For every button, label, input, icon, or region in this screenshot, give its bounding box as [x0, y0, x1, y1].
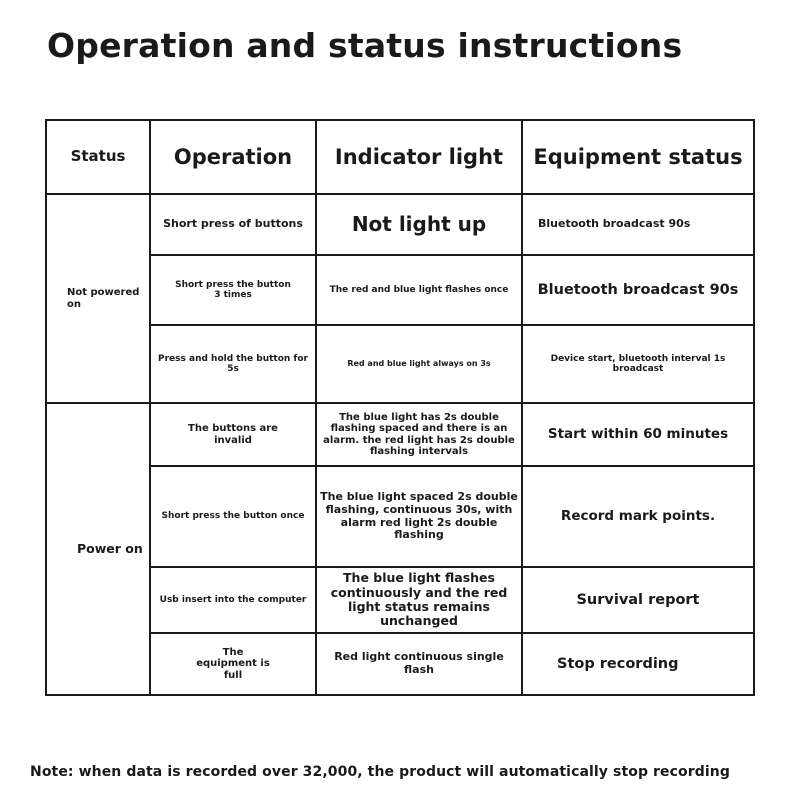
table-row [46, 633, 754, 695]
table-row [46, 567, 754, 633]
status-power-on: Power on [46, 403, 150, 695]
indicator-cell: Red light continuous single flash [316, 633, 522, 695]
table-row [46, 466, 754, 567]
header-equipment-status: Equipment status [522, 120, 754, 194]
table-header-row [46, 120, 754, 194]
table-row [46, 403, 754, 466]
page-title: Operation and status instructions [47, 26, 683, 65]
indicator-cell: The blue light spaced 2s double flashing, continuous 30s, with alarm red light 2s double flashing [316, 466, 522, 567]
operation-cell: The buttons are invalid [150, 403, 316, 466]
indicator-cell: The blue light flashes continuously and the red light status remains unchanged [316, 567, 522, 633]
operation-cell: The equipment is full [150, 633, 316, 695]
indicator-cell: The blue light has 2s double flashing spaced and there is an alarm. the red light has 2s double flashing intervals [316, 403, 522, 466]
table-row [46, 325, 754, 403]
operation-cell: Usb insert into the computer [150, 567, 316, 633]
equipment-cell: Bluetooth broadcast 90s [522, 255, 754, 325]
instructions-table [45, 119, 755, 696]
equipment-cell: Bluetooth broadcast 90s [522, 194, 754, 255]
table-row [46, 255, 754, 325]
indicator-cell: Red and blue light always on 3s [316, 325, 522, 403]
operation-cell: Short press of buttons [150, 194, 316, 255]
operation-cell: Short press the button once [150, 466, 316, 567]
equipment-cell: Stop recording [522, 633, 754, 695]
equipment-cell: Record mark points. [522, 466, 754, 567]
equipment-cell: Start within 60 minutes [522, 403, 754, 466]
operation-cell: Short press the button 3 times [150, 255, 316, 325]
equipment-cell: Survival report [522, 567, 754, 633]
header-status: Status [46, 120, 150, 194]
operation-cell: Press and hold the button for 5s [150, 325, 316, 403]
header-operation: Operation [150, 120, 316, 194]
table-row [46, 194, 754, 255]
indicator-cell: Not light up [316, 194, 522, 255]
footer-note: Note: when data is recorded over 32,000, the product will automatically stop recording [30, 764, 730, 780]
header-indicator-light: Indicator light [316, 120, 522, 194]
equipment-cell: Device start, bluetooth interval 1s broadcast [522, 325, 754, 403]
status-not-powered-on: Not powered on [46, 194, 150, 403]
indicator-cell: The red and blue light flashes once [316, 255, 522, 325]
